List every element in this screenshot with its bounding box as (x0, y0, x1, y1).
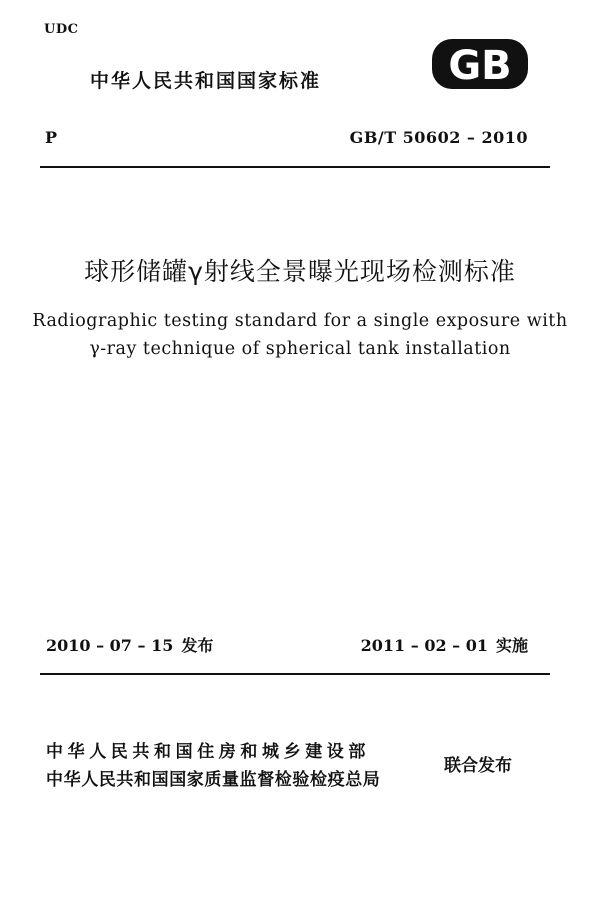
issue-date-block (46, 633, 213, 656)
implement-date-block (361, 633, 528, 656)
title-english-line1: Radiographic testing standard for a single exposure with (32, 311, 568, 331)
issuer-aqsiq: 中华人民共和国国家质量监督检验检疫总局 (46, 770, 381, 790)
top-divider (40, 166, 550, 168)
gb-logo-text: GB (448, 43, 512, 89)
classification-code: P (45, 128, 58, 147)
standard-type-heading: 中华人民共和国国家标准 (90, 70, 322, 92)
issuer-ministry-housing: 中华人民共和国住房和城乡建设部 (46, 742, 370, 762)
issue-label: 发布 (181, 636, 214, 655)
title-english (0, 307, 600, 363)
title-english-line2: γ-ray technique of spherical tank installation (89, 339, 511, 359)
title-chinese: 球形储罐γ射线全景曝光现场检测标准 (84, 257, 516, 286)
joint-issue-label: 联合发布 (444, 756, 512, 776)
gb-logo (430, 36, 530, 92)
udc-label: UDC (44, 22, 79, 37)
implement-date: 2011 – 02 – 01 (360, 636, 488, 655)
implement-label: 实施 (495, 636, 528, 655)
bottom-divider (40, 673, 550, 675)
standard-number: GB/T 50602 – 2010 (349, 128, 528, 147)
issue-date: 2010 – 07 – 15 (46, 636, 174, 655)
